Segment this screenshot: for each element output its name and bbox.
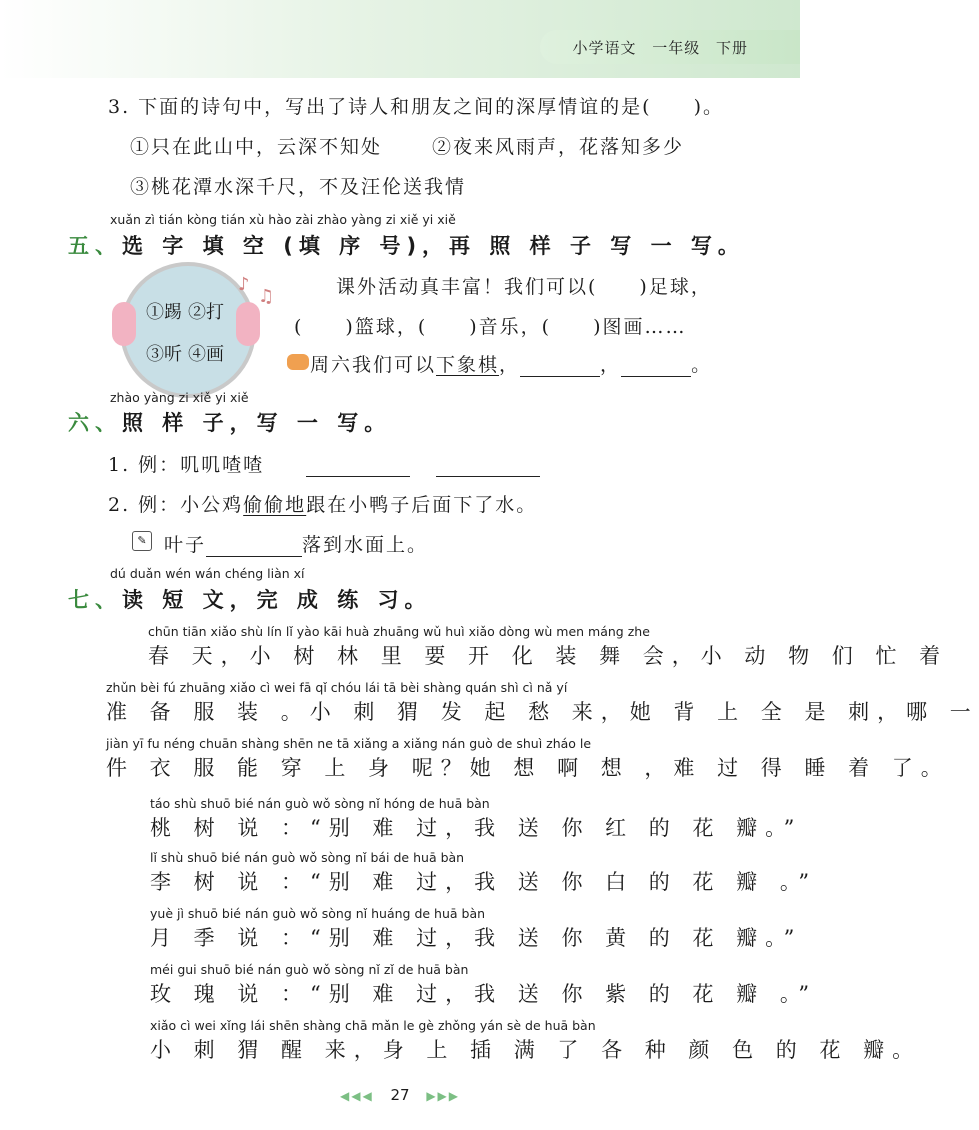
left-arrows-icon: ◀◀◀	[339, 1089, 374, 1103]
sec5-pinyin: xuǎn zì tián kòng tián xù hào zài zhào yàng zi xiě yi xiě	[110, 212, 456, 227]
answer-blank[interactable]	[306, 456, 410, 477]
page-number: 27	[390, 1086, 410, 1104]
headphone-left-icon	[112, 302, 136, 346]
header-title: 小学语文 一年级 下册	[572, 39, 748, 57]
q3-option-2: ②夜来风雨声，花落知多少	[432, 136, 685, 158]
mascot-icon	[287, 354, 309, 370]
option-kick: ①踢	[146, 302, 182, 323]
sec5-example	[310, 350, 712, 377]
passage-line-1: 春 天，小 树 林 里 要 开 化 装 舞 会，小 动 物 们 忙 着	[148, 644, 949, 668]
sec7-pinyin: dú duǎn wén wán chéng liàn xí	[110, 566, 305, 581]
sec5-comma: ，	[600, 354, 622, 376]
passage-pinyin-2: zhǔn bèi fú zhuāng xiǎo cì wei fā qǐ chóu lái tā bèi shàng quán shì cì nǎ yí	[106, 680, 568, 695]
passage-line-4: 桃 树 说 ：“别 难 过，我 送 你 红 的 花 瓣。”	[150, 816, 803, 840]
music-note-icon: ♫	[258, 286, 275, 307]
sec5-heading	[68, 230, 745, 260]
sec5-example-suffix: ，	[499, 354, 521, 376]
sec5-title: 选 字 填 空 (填 序 号)，再 照 样 子 写 一 写。	[122, 234, 745, 258]
sec5-number: 五、	[68, 234, 122, 258]
passage-line-2: 准 备 服 装 。小 刺 猬 发 起 愁 来，她 背 上 全 是 刺，哪 一	[106, 700, 979, 724]
sec5-line-1: 课外活动真丰富！我们可以( )足球，	[336, 276, 712, 298]
headphone-right-icon	[236, 302, 260, 346]
passage-line-8: 小 刺 猬 醒 来，身 上 插 满 了 各 种 颜 色 的 花 瓣。	[150, 1038, 922, 1062]
sec6-item-2-underlined: 偷偷地	[243, 494, 307, 516]
answer-blank[interactable]	[206, 536, 302, 557]
sec6-heading	[68, 407, 391, 437]
sec6-item-3-prefix: 叶子	[164, 534, 207, 556]
sec6-item-3-suffix: 落到水面上。	[302, 534, 429, 556]
sec5-line-2: ( )篮球，( )音乐，( )图画……	[294, 316, 687, 338]
q3-option-3: ③桃花潭水深千尺，不及汪伦送我情	[130, 176, 467, 198]
passage-pinyin-7: méi gui shuō bié nán guò wǒ sòng nǐ zǐ de huā bàn	[150, 962, 469, 977]
sec5-period: 。	[691, 354, 713, 376]
sec5-example-underlined: 下象棋	[436, 354, 500, 376]
option-listen: ③听	[146, 344, 182, 365]
answer-blank[interactable]	[520, 356, 600, 377]
passage-pinyin-3: jiàn yī fu néng chuān shàng shēn ne tā xiǎng a xiǎng nán guò de shuì zháo le	[106, 736, 592, 751]
sec6-item-1	[108, 450, 540, 477]
sec6-item-2-prefix: 2. 例：小公鸡	[108, 494, 244, 516]
passage-pinyin-4: táo shù shuō bié nán guò wǒ sòng nǐ hóng de huā bàn	[150, 796, 490, 811]
q3-stem: 3. 下面的诗句中，写出了诗人和朋友之间的深厚情谊的是( )。	[108, 96, 724, 118]
sec7-number: 七、	[68, 588, 122, 612]
sec6-item-3	[164, 530, 428, 557]
answer-blank[interactable]	[436, 456, 540, 477]
music-note-icon: ♪	[238, 274, 250, 295]
passage-line-6: 月 季 说 ：“别 难 过，我 送 你 黄 的 花 瓣。”	[150, 926, 803, 950]
sec7-heading	[68, 584, 432, 614]
right-arrows-icon: ▶▶▶	[426, 1089, 461, 1103]
sec6-title: 照 样 子，写 一 写。	[122, 411, 392, 435]
passage-pinyin-5: lǐ shù shuō bié nán guò wǒ sòng nǐ bái de huā bàn	[150, 850, 465, 865]
q3-option-1: ①只在此山中，云深不知处	[130, 136, 383, 158]
option-hit: ②打	[188, 302, 224, 323]
sec6-item-1-text: 1. 例：叽叽喳喳	[108, 454, 265, 476]
sec5-example-prefix: 周六我们可以	[310, 354, 437, 376]
sec7-title: 读 短 文，完 成 练 习。	[122, 588, 432, 612]
sec6-number: 六、	[68, 411, 122, 435]
passage-pinyin-6: yuè jì shuō bié nán guò wǒ sòng nǐ huáng de huā bàn	[150, 906, 486, 921]
passage-pinyin-1: chūn tiān xiǎo shù lín lǐ yào kāi huà zhuāng wǔ huì xiǎo dòng wù men máng zhe	[148, 624, 650, 639]
write-icon: ✎	[132, 531, 152, 551]
passage-line-7: 玫 瑰 说 ：“别 难 过，我 送 你 紫 的 花 瓣 。”	[150, 982, 818, 1006]
passage-pinyin-8: xiǎo cì wei xǐng lái shēn shàng chā mǎn le gè zhǒng yán sè de huā bàn	[150, 1018, 596, 1033]
sec6-pinyin: zhào yàng zi xiě yi xiě	[110, 390, 249, 405]
passage-line-3: 件 衣 服 能 穿 上 身 呢？她 想 啊 想 ，难 过 得 睡 着 了。	[106, 756, 950, 780]
sec6-item-2	[108, 490, 537, 517]
option-draw: ④画	[188, 344, 224, 365]
sec6-item-2-suffix: 跟在小鸭子后面下了水。	[306, 494, 538, 516]
page-footer	[0, 1086, 800, 1104]
answer-blank[interactable]	[621, 356, 691, 377]
passage-line-5: 李 树 说 ：“别 难 过，我 送 你 白 的 花 瓣 。”	[150, 870, 818, 894]
